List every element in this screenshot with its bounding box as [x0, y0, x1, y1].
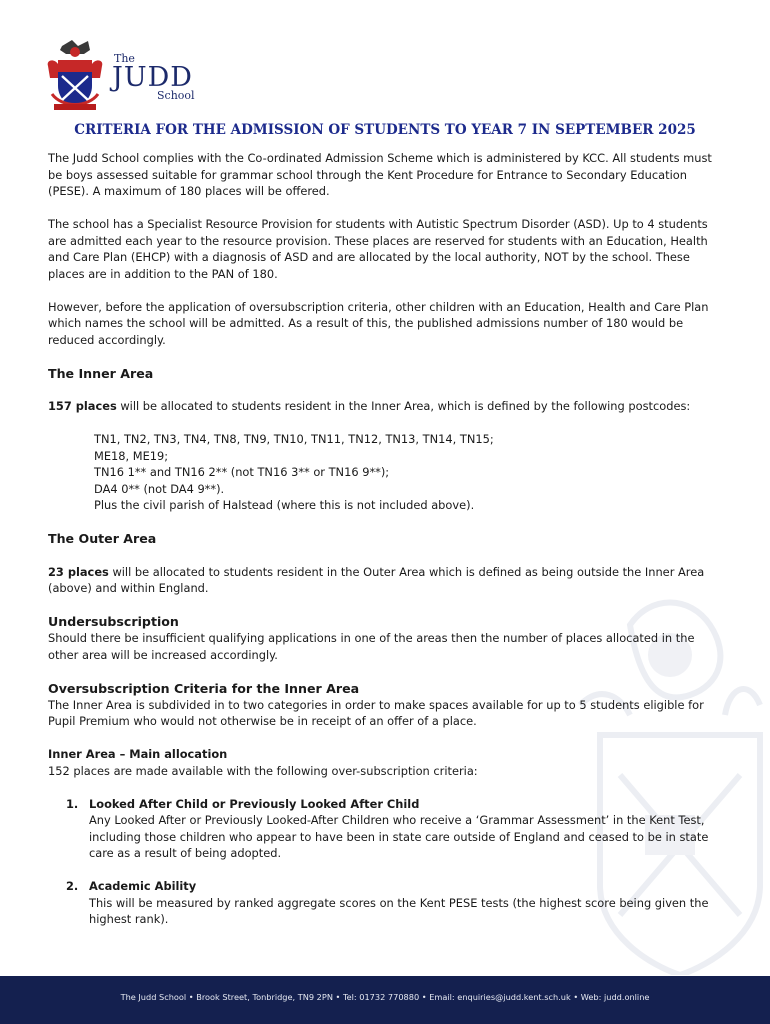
outer-area-heading: The Outer Area [48, 531, 157, 546]
document-body [48, 150, 728, 928]
oversubscription-heading: Oversubscription Criteria for the Inner Area [48, 680, 360, 696]
criteria-title: Looked After Child or Previously Looked After Child [89, 796, 420, 811]
criteria-item [48, 878, 728, 928]
postcode-line: TN16 1** and TN16 2** (not TN16 3** or TN16 9**); [94, 465, 390, 479]
criteria-number: 2. [66, 879, 79, 893]
oversubscription-text: The Inner Area is subdivided in to two categories in order to make spaces available for up to 5 students eligible for Pupil Premium who would not otherwise be in receipt of an offer of a place. [48, 697, 704, 728]
outer-area-places-count: 23 places [48, 564, 109, 579]
intro-paragraph: The Judd School complies with the Co-ordinated Admission Scheme which is administered by KCC. All students must be boys assessed suitable for grammar school through the Kent Procedure for Entrance to Secondary Education (PESE). A maximum of 180 places will be offered. [48, 151, 712, 198]
logo-judd: JUDD [112, 62, 193, 93]
criteria-title: Academic Ability [89, 879, 197, 893]
postcode-line: TN1, TN2, TN3, TN4, TN8, TN9, TN10, TN11, TN12, TN13, TN14, TN15; [94, 432, 494, 446]
outer-area-places-text: will be allocated to students resident in the Outer Area which is defined as being outside the Inner Area (above) and within England. [48, 564, 705, 595]
page-footer [0, 976, 770, 1024]
criteria-number: 1. [66, 796, 79, 811]
footer-contact-text: The Judd School • Brook Street, Tonbridge, TN9 2PN • Tel: 01732 770880 • Email: enquiries@judd.kent.sch.uk • Web: judd.online [120, 992, 650, 1002]
inner-area-places-text: will be allocated to students resident in the Inner Area, which is defined by the following postcodes: [116, 399, 691, 413]
undersubscription-heading: Undersubscription [48, 614, 179, 629]
criteria-list [48, 796, 728, 928]
criteria-item [48, 796, 728, 862]
main-allocation-heading: Inner Area – Main allocation [48, 747, 228, 761]
page-title: CRITERIA FOR THE ADMISSION OF STUDENTS TO YEAR 7 IN SEPTEMBER 2025 [74, 122, 696, 138]
inner-area-places [48, 398, 728, 415]
inner-area-places-count: 157 places [48, 399, 117, 413]
logo-school: School [157, 89, 195, 102]
undersubscription-text: Should there be insufficient qualifying applications in one of the areas then the number of places allocated in the other area will be increased accordingly. [48, 631, 695, 662]
postcode-line: DA4 0** (not DA4 9**). [94, 481, 225, 496]
main-allocation-text: 152 places are made available with the following over-subscription criteria: [48, 763, 478, 778]
logo-the: The [114, 52, 135, 65]
outer-area-places [48, 564, 728, 597]
intro-paragraph: The school has a Specialist Resource Provision for students with Autistic Spectrum Disorder (ASD). Up to 4 students are admitted each year to the resource provision. These places are reserved for students with an Education, Health and Care Plan (EHCP) with a diagnosis of ASD and are allocated by the local authority, NOT by the school. These places are in addition to the PAN of 180. [48, 217, 708, 281]
inner-area-heading: The Inner Area [48, 365, 154, 381]
postcode-line: Plus the civil parish of Halstead (where this is not included above). [94, 498, 475, 512]
postcode-line: ME18, ME19; [94, 448, 169, 463]
intro-paragraph: However, before the application of oversubscription criteria, other children with an Education, Health and Care Plan which names the school will be admitted. As a result of this, the published admissions number of 180 would be reduced accordingly. [48, 299, 709, 347]
school-crest-icon [44, 38, 106, 114]
criteria-text: This will be measured by ranked aggregate scores on the Kent PESE tests (the highest score being given the highest rank). [89, 895, 709, 926]
postcode-list [48, 431, 728, 514]
criteria-text: Any Looked After or Previously Looked-After Children who receive a ‘Grammar Assessment’ in the Kent Test, including those children who appear to have been in state care outside of England and ceased to be in state care as a result of being adopted. [89, 813, 709, 860]
